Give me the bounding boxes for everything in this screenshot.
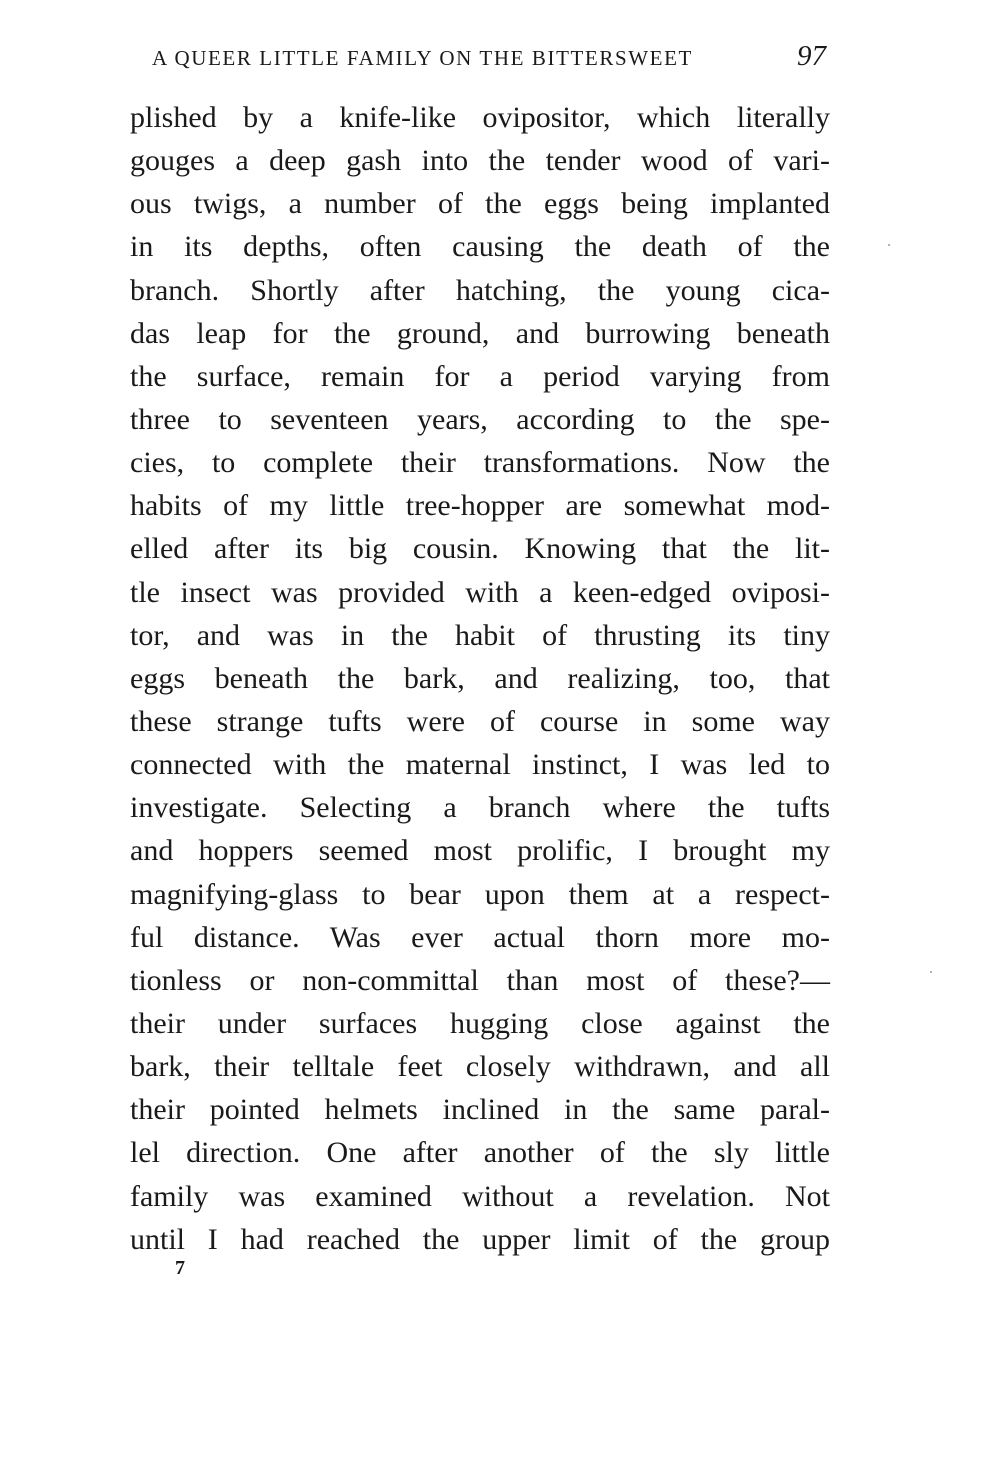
text-line: gouges a deep gash into the tender wood of vari-: [130, 144, 830, 178]
text-line: investigate. Selecting a branch where the tufts: [130, 791, 830, 825]
text-line: until I had reached the upper limit of the group: [130, 1222, 830, 1256]
print-speck: [930, 971, 932, 973]
text-line: their under surfaces hugging close against the: [130, 1006, 830, 1040]
running-title: A QUEER LITTLE FAMILY ON THE BITTERSWEET: [152, 46, 693, 70]
text-line: das leap for the ground, and burrowing beneath: [130, 316, 830, 350]
text-line: three to seventeen years, according to the spe-: [130, 402, 830, 436]
text-line: lel direction. One after another of the sly little: [130, 1136, 830, 1170]
text-line: branch. Shortly after hatching, the young cica-: [130, 273, 830, 307]
text-line: tionless or non-committal than most of these?—: [130, 963, 830, 997]
text-line: connected with the maternal instinct, I was led to: [130, 748, 830, 782]
text-line: magnifying-glass to bear upon them at a respect-: [130, 877, 830, 911]
text-line: their pointed helmets inclined in the same paral-: [130, 1093, 830, 1127]
text-line: habits of my little tree-hopper are somewhat mod-: [130, 489, 830, 523]
text-line: in its depths, often causing the death of the: [130, 230, 830, 264]
text-line: ous twigs, a number of the eggs being implanted: [130, 187, 830, 221]
signature-mark: 7: [175, 1257, 185, 1279]
text-line: the surface, remain for a period varying from: [130, 359, 830, 393]
text-line: and hoppers seemed most prolific, I brought my: [130, 834, 830, 868]
text-line: cies, to complete their transformations. Now the: [130, 446, 830, 480]
text-line: plished by a knife-like ovipositor, which literally: [130, 101, 830, 134]
print-speck: [888, 244, 890, 246]
text-line: elled after its big cousin. Knowing that the lit-: [130, 532, 830, 566]
text-line: tle insect was provided with a keen-edged oviposi-: [130, 575, 830, 609]
body-text: [130, 96, 830, 1261]
running-head: [130, 38, 830, 78]
text-line: bark, their telltale feet closely withdrawn, and all: [130, 1050, 830, 1084]
text-line: family was examined without a revelation. Not: [130, 1179, 830, 1213]
text-line: these strange tufts were of course in some way: [130, 704, 830, 738]
text-line: ful distance. Was ever actual thorn more mo-: [130, 920, 830, 954]
text-line: tor, and was in the habit of thrusting its tiny: [130, 618, 830, 652]
page-number: 97: [797, 40, 826, 72]
text-line: eggs beneath the bark, and realizing, too, that: [130, 661, 830, 695]
